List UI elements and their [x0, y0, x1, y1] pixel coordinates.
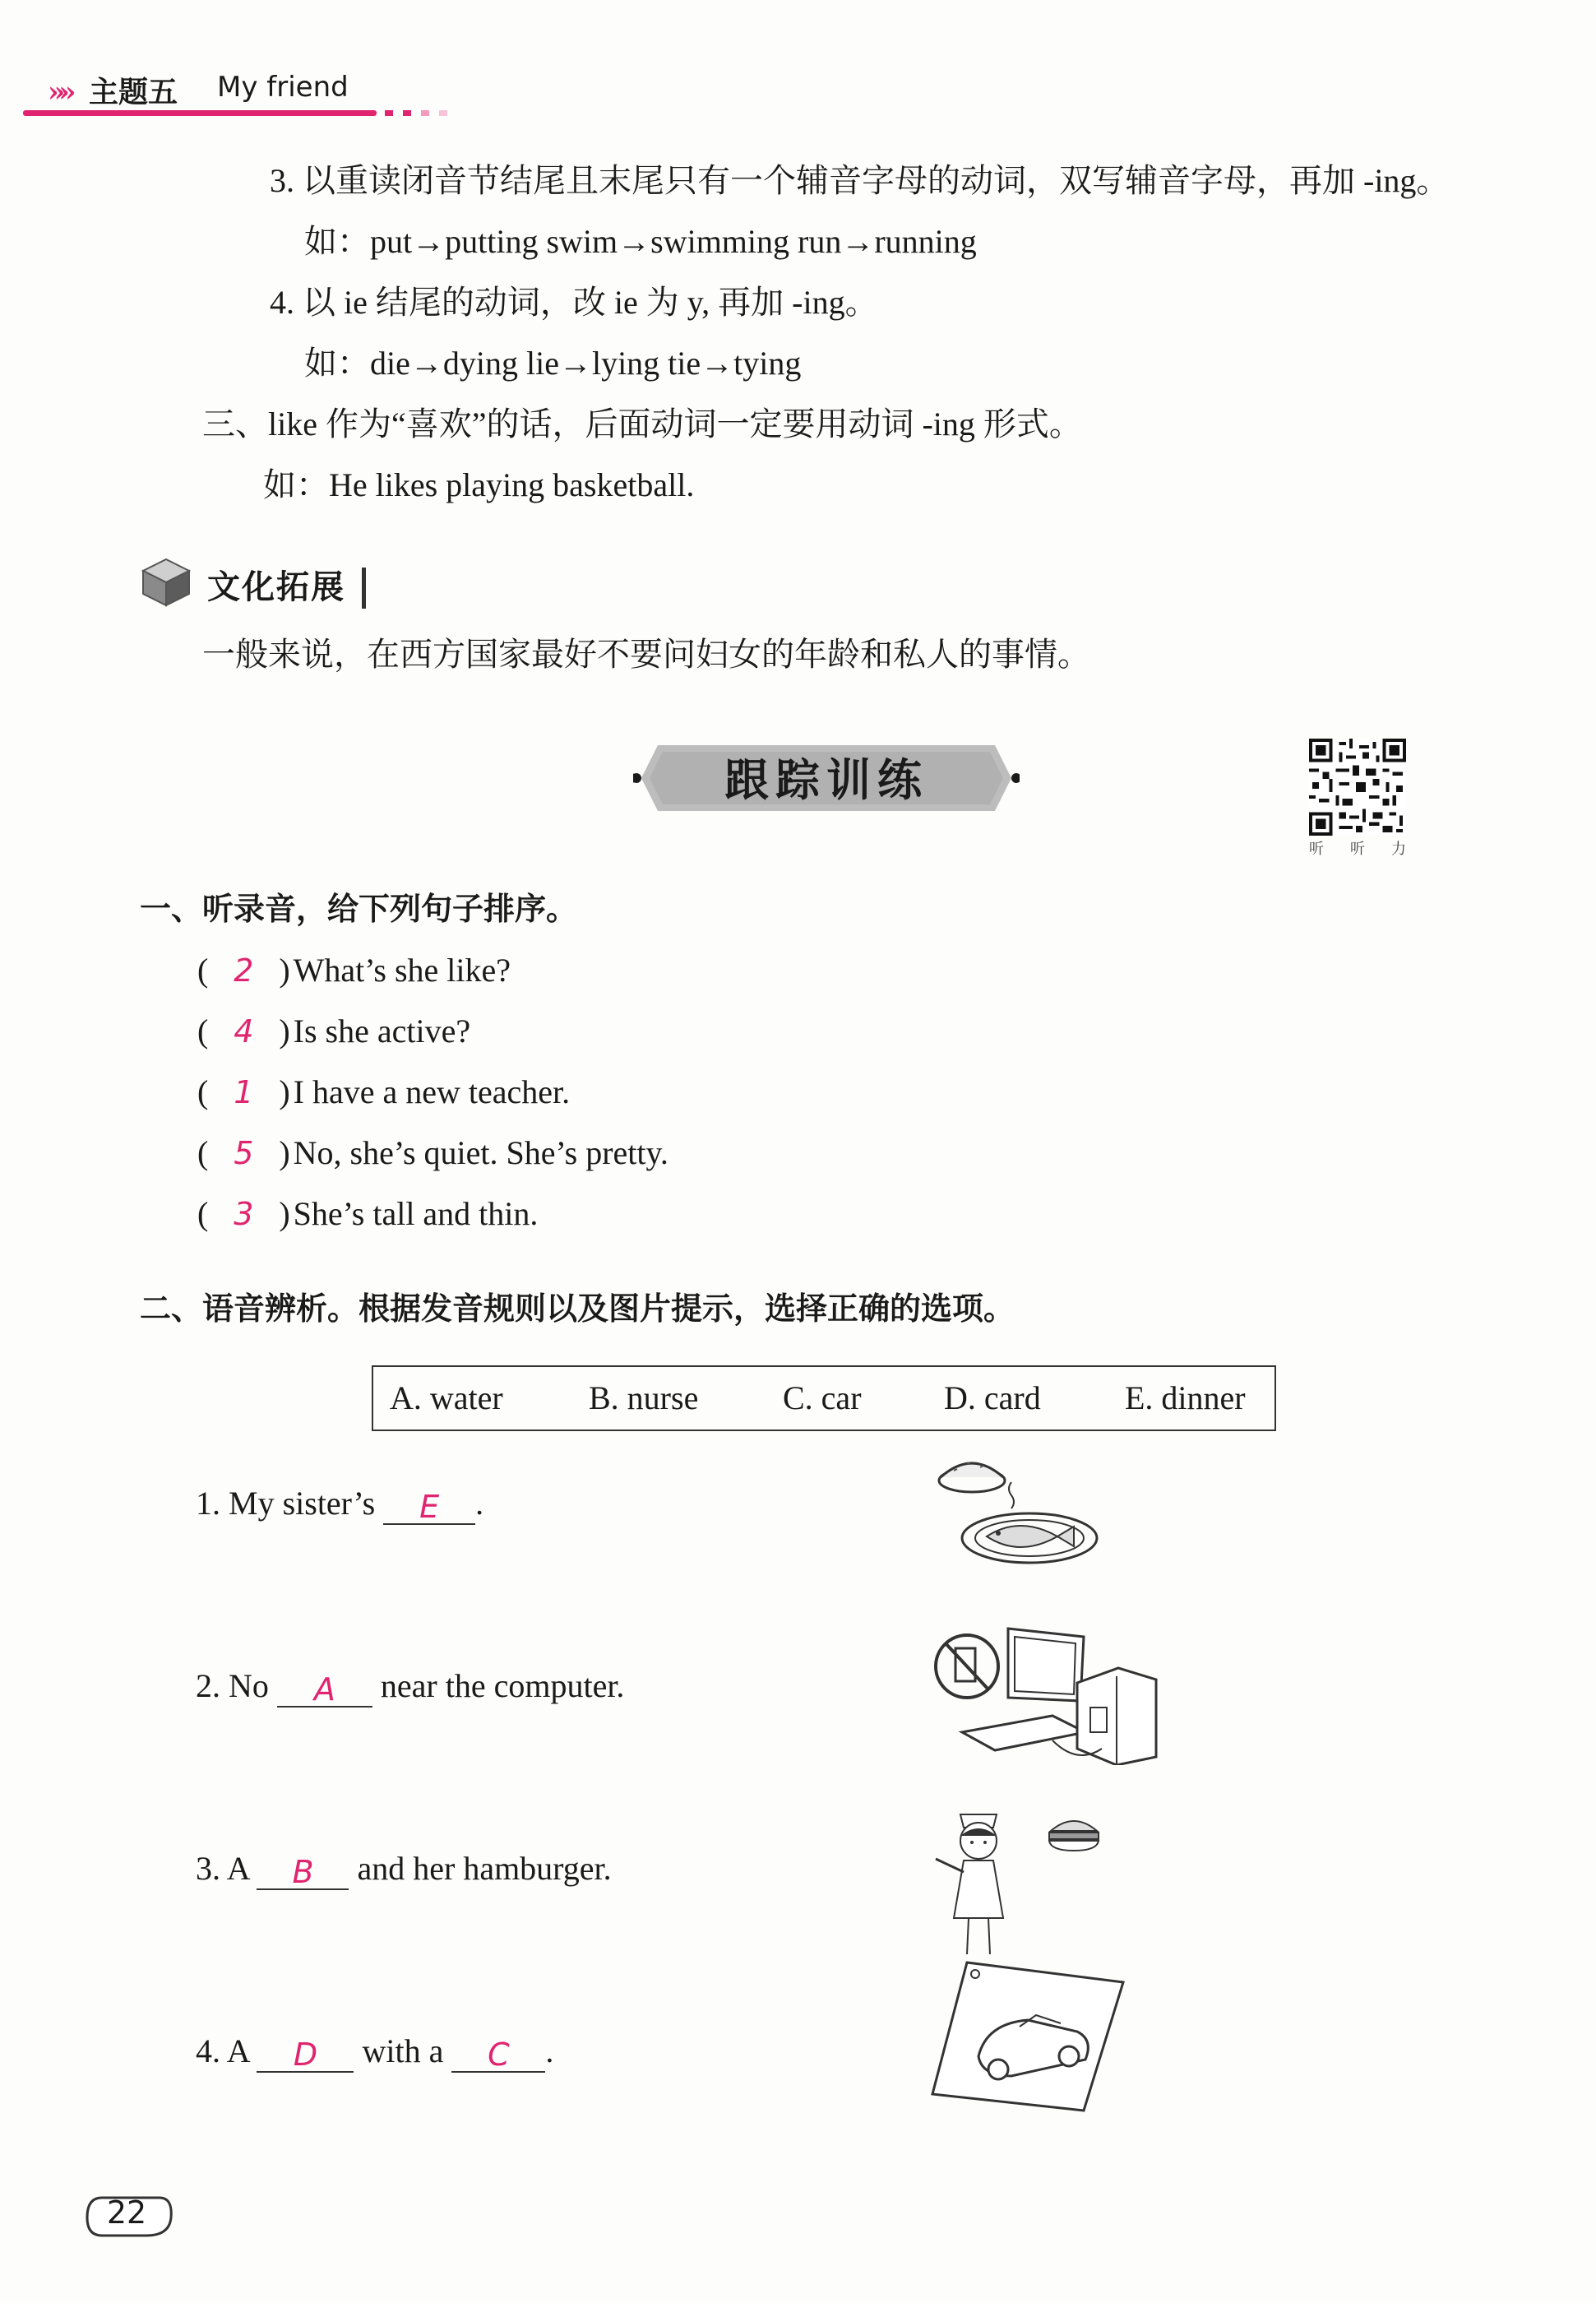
qr-code-icon[interactable]	[1309, 739, 1406, 836]
grammar-point-3-example: 如：He likes playing basketball.	[263, 466, 695, 503]
order-answer: 3	[234, 1196, 254, 1232]
list-item: ( 2 ) What’s she like?	[197, 952, 511, 989]
rule-3-example: 如：put→putting swim→swimming run→running	[304, 223, 977, 260]
dinner-plate-icon	[929, 1448, 1102, 1571]
question-3: 3. A B and her hamburger.	[196, 1850, 612, 1890]
culture-text: 一般来说，在西方国家最好不要问妇女的年龄和私人的事情。	[202, 636, 1090, 673]
no-water-computer-icon	[929, 1625, 1159, 1765]
question-2: 2. No A near the computer.	[196, 1667, 625, 1708]
rule-4: 4. 以 ie 结尾的动词，改 ie 为 y, 再加 -ing。	[270, 284, 878, 321]
option-c: C. car	[783, 1379, 862, 1416]
order-answer: 1	[234, 1074, 254, 1110]
sentence-text: No, she’s quiet. She’s pretty.	[293, 1134, 668, 1171]
list-item: ( 1 ) I have a new teacher.	[197, 1073, 571, 1110]
list-item: ( 3 ) She’s tall and thin.	[197, 1195, 539, 1232]
option-a: A. water	[390, 1379, 503, 1416]
nurse-hamburger-icon	[919, 1798, 1108, 1962]
option-d: D. card	[944, 1379, 1041, 1416]
sentence-text: Is she active?	[293, 1012, 471, 1050]
header-arrows-icon: »»	[48, 76, 70, 109]
section-1-heading: 一、听录音，给下列句子排序。	[140, 891, 578, 927]
section-2-heading: 二、语音辨析。根据发音规则以及图片提示，选择正确的选项。	[140, 1291, 1015, 1327]
question-4: 4. A D with a C .	[196, 2032, 554, 2073]
answer-blank: E	[383, 1484, 475, 1525]
answer-blank: C	[451, 2032, 545, 2073]
unit-title: My friend	[217, 71, 349, 104]
list-item: ( 5 ) No, she’s quiet. She’s pretty.	[197, 1134, 668, 1171]
header-rule	[23, 110, 377, 116]
culture-heading-bar	[362, 568, 366, 609]
question-1: 1. My sister’s E .	[196, 1485, 484, 1525]
cube-icon	[140, 556, 192, 609]
list-item: ( 4 ) Is she active?	[197, 1012, 471, 1050]
page-number: 22	[106, 2194, 147, 2231]
culture-heading: 文化拓展	[207, 568, 345, 606]
answer-blank: D	[257, 2032, 354, 2073]
order-answer: 2	[234, 952, 254, 989]
car-card-icon	[929, 1958, 1126, 2114]
qr-caption: 听 听 力	[1309, 841, 1406, 858]
grammar-point-3: 三、like 作为“喜欢”的话，后面动词一定要用动词 -ing 形式。	[202, 405, 1082, 443]
header-dots	[385, 110, 447, 116]
unit-label: 主题五	[89, 76, 178, 109]
rule-4-example: 如：die→dying lie→lying tie→tying	[304, 345, 802, 382]
practice-banner-title: 跟踪训练	[724, 754, 928, 806]
rule-3: 3. 以重读闭音节结尾且末尾只有一个辅音字母的动词，双写辅音字母，再加 -ing。	[270, 162, 1450, 199]
option-e: E. dinner	[1125, 1379, 1246, 1416]
sentence-text: I have a new teacher.	[293, 1073, 571, 1110]
order-answer: 4	[234, 1013, 254, 1050]
option-b: B. nurse	[589, 1379, 699, 1416]
answer-blank: B	[257, 1849, 349, 1890]
order-answer: 5	[234, 1135, 254, 1171]
sentence-text: What’s she like?	[293, 952, 511, 989]
answer-blank: A	[277, 1666, 372, 1708]
sentence-text: She’s tall and thin.	[293, 1195, 539, 1232]
